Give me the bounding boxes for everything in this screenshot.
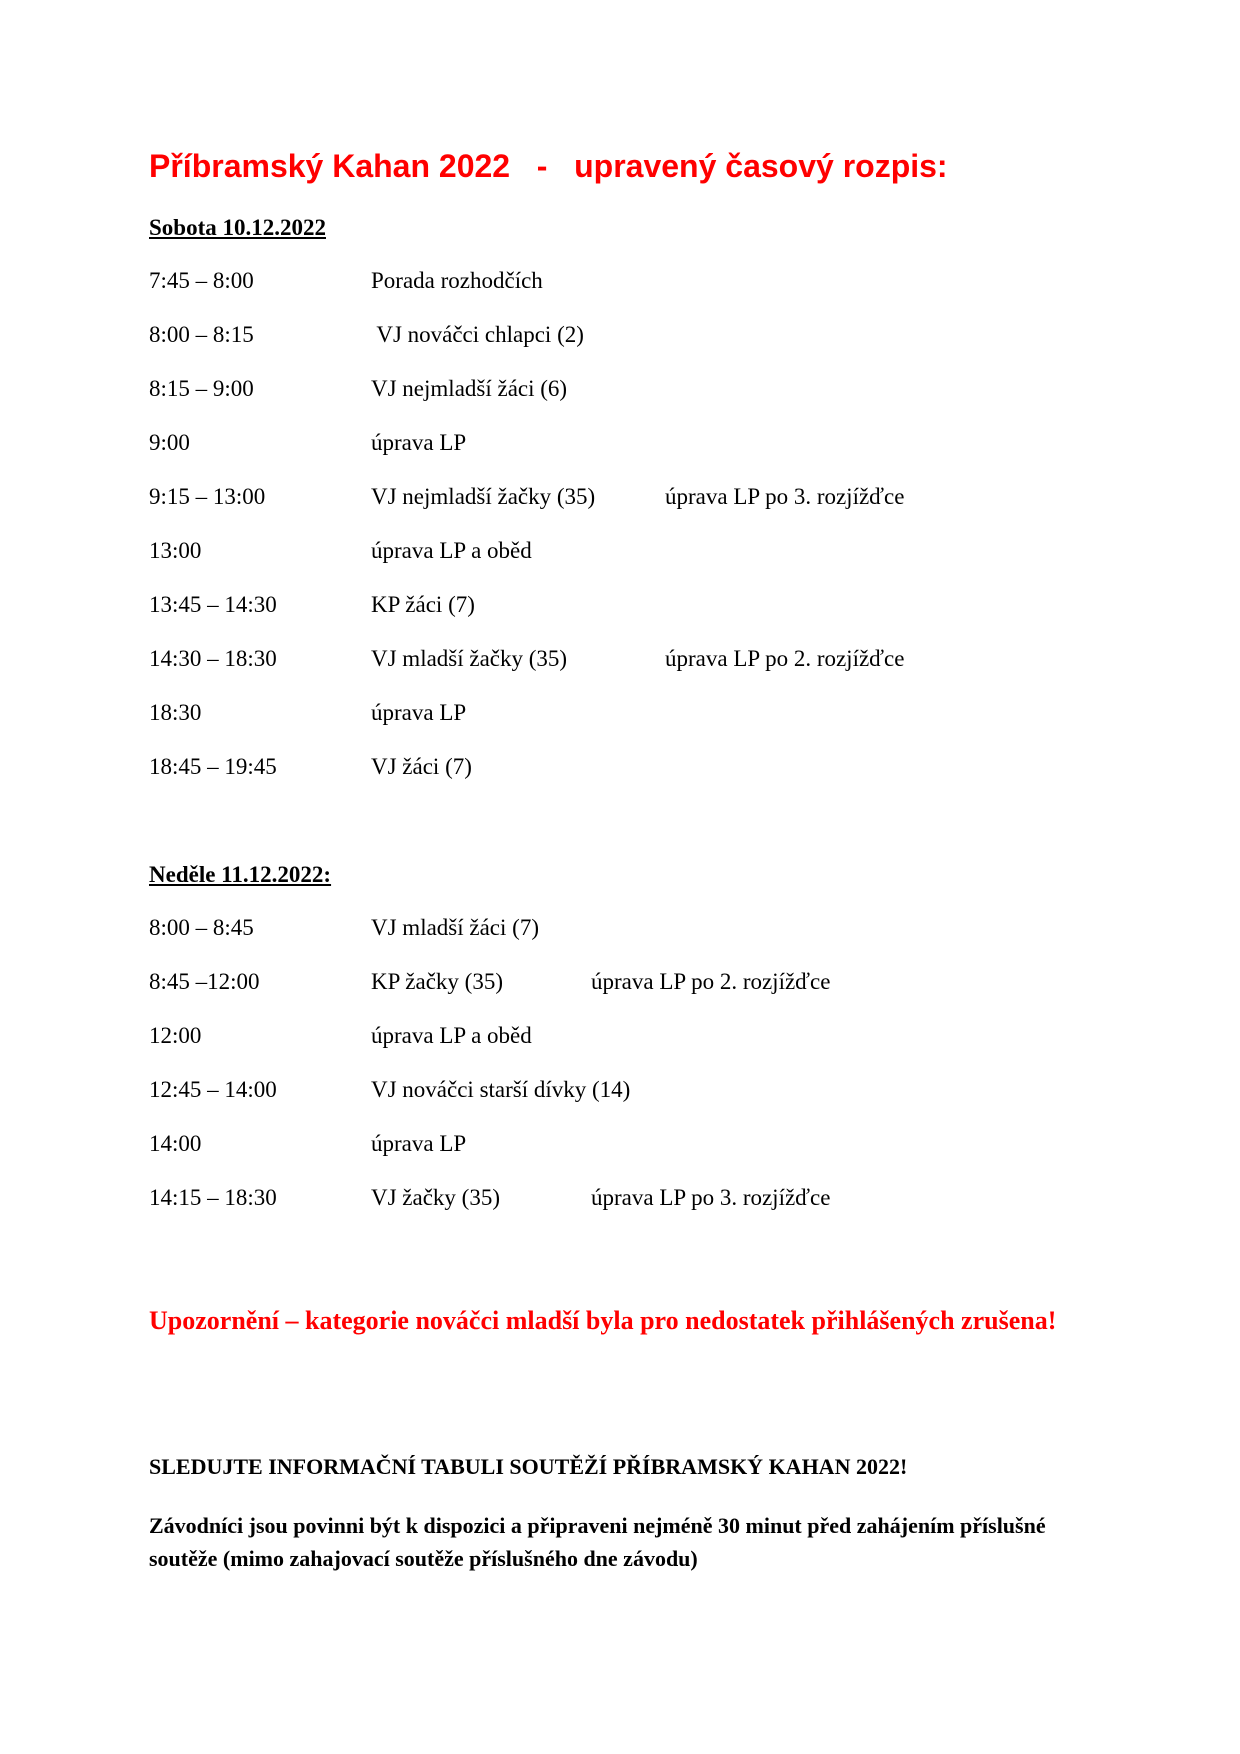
row-time: 12:45 – 14:00 — [149, 1077, 277, 1102]
row-event: úprava LP — [371, 1131, 467, 1156]
schedule-row — [149, 915, 539, 945]
row-note: úprava LP po 2. rozjížďce — [665, 646, 905, 671]
row-time: 7:45 – 8:00 — [149, 268, 254, 293]
row-event: VJ mladší žačky (35) — [371, 646, 568, 671]
row-event: VJ nejmladší žáci (6) — [371, 376, 568, 401]
row-time: 8:00 – 8:45 — [149, 915, 254, 940]
row-time: 12:00 — [149, 1023, 202, 1048]
row-event: VJ nováčci starší dívky (14) — [371, 1077, 631, 1102]
row-time: 9:15 – 13:00 — [149, 484, 266, 509]
schedule-row — [149, 484, 905, 514]
competitor-readiness-note: Závodníci jsou povinni být k dispozici a připraveni nejméně 30 minut před zahájením příslušné soutěže (mimo zahajovací soutěže příslušného dne závodu) — [149, 1513, 1046, 1571]
row-time: 14:30 – 18:30 — [149, 646, 277, 671]
schedule-row — [149, 376, 568, 406]
row-time: 14:00 — [149, 1131, 202, 1156]
row-time: 18:30 — [149, 700, 202, 725]
document-title: Příbramský Kahan 2022 - upravený časový rozpis: — [149, 148, 948, 184]
row-event: úprava LP — [371, 700, 467, 725]
schedule-row — [149, 1185, 831, 1215]
info-board-notice: SLEDUJTE INFORMAČNÍ TABULI SOUTĚŽÍ PŘÍBRAMSKÝ KAHAN 2022! — [149, 1454, 908, 1479]
cancellation-warning: Upozornění – kategorie nováčci mladší byla pro nedostatek přihlášených zrušena! — [149, 1306, 1057, 1335]
row-time: 13:45 – 14:30 — [149, 592, 277, 617]
row-event: VJ mladší žáci (7) — [371, 915, 539, 940]
schedule-row — [149, 646, 905, 676]
row-event: KP žačky (35) — [371, 969, 503, 994]
row-note: úprava LP po 2. rozjížďce — [591, 969, 831, 994]
row-event: VJ žáci (7) — [371, 754, 472, 779]
row-event: Porada rozhodčích — [371, 268, 543, 293]
row-note: úprava LP po 3. rozjížďce — [591, 1185, 831, 1210]
row-time: 14:15 – 18:30 — [149, 1185, 277, 1210]
schedule-row — [149, 754, 472, 784]
row-event: úprava LP — [371, 430, 467, 455]
schedule-row — [149, 969, 831, 999]
row-time: 8:00 – 8:15 — [149, 322, 254, 347]
row-event: úprava LP a oběd — [371, 538, 532, 563]
schedule-row — [149, 1131, 467, 1161]
schedule-row — [149, 538, 532, 568]
row-event: KP žáci (7) — [371, 592, 475, 617]
schedule-row — [149, 700, 467, 730]
row-time: 8:45 –12:00 — [149, 969, 260, 994]
row-time: 18:45 – 19:45 — [149, 754, 277, 779]
saturday-heading: Sobota 10.12.2022 — [149, 215, 326, 240]
schedule-row — [149, 268, 543, 298]
row-time: 9:00 — [149, 430, 190, 455]
sunday-heading: Neděle 11.12.2022: — [149, 862, 332, 887]
schedule-row — [149, 592, 475, 622]
row-time: 13:00 — [149, 538, 202, 563]
row-event: VJ žačky (35) — [371, 1185, 501, 1210]
row-time: 8:15 – 9:00 — [149, 376, 254, 401]
schedule-row — [149, 430, 467, 460]
row-note: úprava LP po 3. rozjížďce — [665, 484, 905, 509]
schedule-row — [149, 1023, 532, 1053]
schedule-row — [149, 1077, 631, 1107]
row-event: VJ nováčci chlapci (2) — [371, 322, 584, 347]
row-event: VJ nejmladší žačky (35) — [371, 484, 596, 509]
schedule-row — [149, 322, 584, 352]
row-event: úprava LP a oběd — [371, 1023, 532, 1048]
